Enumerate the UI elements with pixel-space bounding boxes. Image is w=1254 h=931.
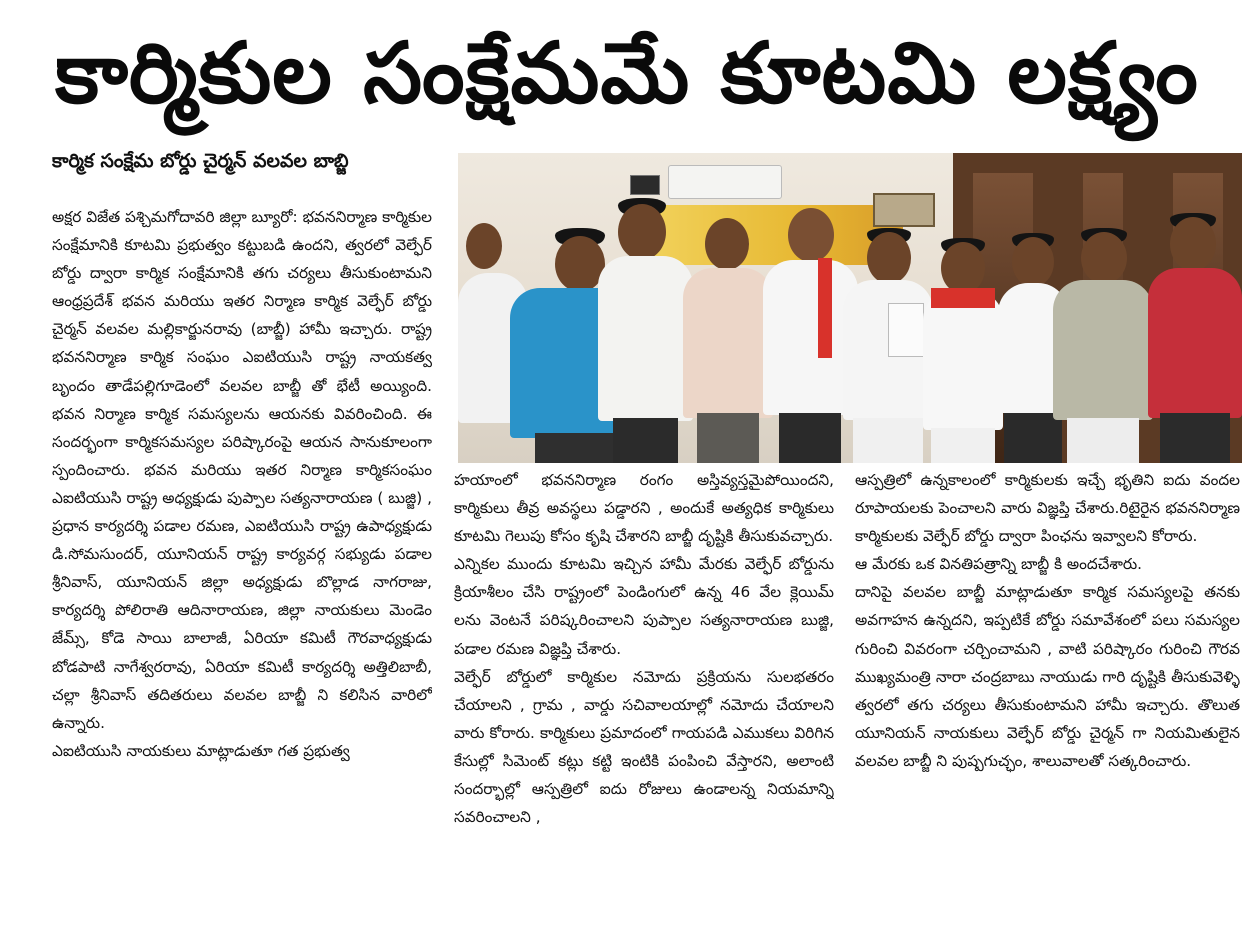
paragraph: ఎఐటియుసి నాయకులు మాట్లాడుతూ గత ప్రభుత్వ xyxy=(52,741,350,760)
person-icon xyxy=(1053,228,1153,463)
paragraph: ఆస్పత్రిలో ఉన్నకాలంలో కార్మికులకు ఇచ్చే భృతిని ఐదు వందల రూపాయలకు పెంచాలని వారు విజ్ఞప్తి చేశారు.రిటైరైన భవననిర్మాణ కార్మికులకు వెల్ఫేర్ బోర్డు ద్వారా పింఛను ఇవ్వాలని కోరారు. xyxy=(855,471,1240,546)
person-icon xyxy=(683,218,773,463)
frame-icon xyxy=(873,193,935,227)
paragraph: వెల్ఫేర్ బోర్డులో కార్మికుల నమోదు ప్రక్రియను సులభతరం చేయాలని , గ్రామ , వార్డు సచివాలయాల్లో నమోదు చేయాలని వారు కోరారు. కార్మికులు ప్రమాదంలో గాయపడి ఎముకలు విరిగిన కేసుల్లో సిమెంట్ కట్లు కట్టి ఇంటికి పంపించి వేస్తారని, అలాంటి సందర్భాల్లో ఆస్పత్రిలో ఐదు రోజులు ఉండాలన్న నియమాన్ని సవరించాలని , xyxy=(454,667,834,827)
air-conditioner-icon xyxy=(668,165,782,199)
paragraph: అక్షర విజేత పశ్చిమగోదావరి జిల్లా బ్యూరో: భవననిర్మాణ కార్మికుల సంక్షేమానికి కూటమి ప్రభుత్వం కట్టుబడి ఉందని, త్వరలో వెల్ఫేర్ బోర్డు ద్వారా కార్మిక సంక్షేమానికి తగు చర్యలు తీసుకుంటామని ఆంధ్రప్రదేశ్ భవన మరియు ఇతర నిర్మాణ కార్మిక వెల్ఫేర్ బోర్డు చైర్మన్ వలవల మల్లికార్జునరావు (బాబ్జీ) హామీ ఇచ్చారు. రాష్ట్ర భవననిర్మాణ కార్మిక సంఘం ఎఐటియుసి రాష్ట్ర నాయకత్వ బృందం తాడేపల్లిగూడెంలో వలవల బాబ్జీ తో భేటీ అయ్యింది. భవన నిర్మాణ కార్మిక సమస్యలను ఆయనకు వివరించింది. ఈ సందర్భంగా కార్మికసమస్యల పరిష్కారంపై ఆయన సానుకూలంగా స్పందించారు. భవన మరియు ఇతర నిర్మాణ కార్మికసంఘం ఎఐటియుసి రాష్ట్ర అధ్యక్షుడు పుప్పాల సత్యనారాయణ ( బుజ్జి) , ప్రధాన కార్యదర్శి పడాల రమణ, ఎఐటియుసి రాష్ట్ర ఉపాధ్యక్షుడు డి.సోమసుందర్, యూనియన్ రాష్ట్ర కార్యవర్గ సభ్యుడు పడాల శ్రీనివాస్, యూనియన్ జిల్లా అధ్యక్షుడు బొల్లాడ నాగరాజు, కార్యదర్శి పోలిరాతి ఆదినారాయణ, జిల్లా నాయకులు మెండెం జేమ్స్, కోడె సాయి బాలాజీ, ఏరియా కమిటీ గౌరవాధ్యక్షుడు బోడపాటి నాగేశ్వరరావు, ఏరియా కమిటీ కార్యదర్శి అత్తిలిబాబీ, చల్లా శ్రీనివాస్ తదితరులు వలవల బాబ్జీ ని కలిసిన వారిలో ఉన్నారు. xyxy=(52,208,432,732)
article-column-1 xyxy=(52,203,432,931)
petition-paper xyxy=(888,303,924,357)
headline: కార్మికుల సంక్షేమమే కూటమి లక్ష్యం xyxy=(55,24,1199,122)
paragraph: ఆ మేరకు ఒక వినతిపత్రాన్ని బాబ్జీ కి అందచేశారు. xyxy=(855,555,1143,574)
paragraph: ఎన్నికల ముందు కూటమి ఇచ్చిన హామీ మేరకు వెల్ఫేర్ బోర్డును క్రియాశీలం చేసి రాష్ట్రంలో పెండింగులో ఉన్న 46 వేల క్లెయిమ్ లను వెంటనే పరిష్కరించాలని పుప్పాల సత్యనారాయణ బుజ్జి, పడాల రమణ విజ్ఞప్తి చేశారు. xyxy=(454,555,834,658)
subheadline: కార్మిక సంక్షేమ బోర్డు చైర్మన్ వలవల బాబ్జి xyxy=(52,150,349,172)
article-column-2 xyxy=(454,466,834,931)
paragraph: హయాంలో భవననిర్మాణ రంగం అస్తివ్యస్తమైపోయిందని, కార్మికులు తీవ్ర అవస్థలు పడ్డారని , అందుకే అత్యధిక కార్మికులు కూటమి గెలుపు కోసం కృషి చేశారని బాబ్జీ దృష్టికి తీసుకువచ్చారు. xyxy=(454,471,834,546)
paragraph: దానిపై వలవల బాబ్జీ మాట్లాడుతూ కార్మిక సమస్యలపై తనకు అవగాహన ఉన్నదని, ఇప్పటికే బోర్డు సమావేశంలో పలు సమస్యల గురించి వివరంగా చర్చించామని , వాటి పరిష్కారం గురించి గౌరవ ముఖ్యమంత్రి నారా చంద్రబాబు నాయుడు గారి దృష్టికి తీసుకువెళ్ళి త్వరలో తగు చర్యలు తీసుకుంటామని హామీ ఇచ్చారు. తొలుత యూనియన్ నాయకులు వెల్ఫేర్ బోర్డు చైర్మన్ గా నియమితులైన వలవల బాబ్జీ ని పుష్పగుచ్ఛం, శాలువాలతో సత్కరించారు. xyxy=(855,583,1240,770)
group-photo xyxy=(458,153,1242,463)
clock-icon xyxy=(630,175,660,195)
person-icon xyxy=(923,238,1003,463)
article-column-3 xyxy=(855,466,1240,886)
person-icon xyxy=(598,198,693,463)
person-icon xyxy=(1148,213,1242,463)
